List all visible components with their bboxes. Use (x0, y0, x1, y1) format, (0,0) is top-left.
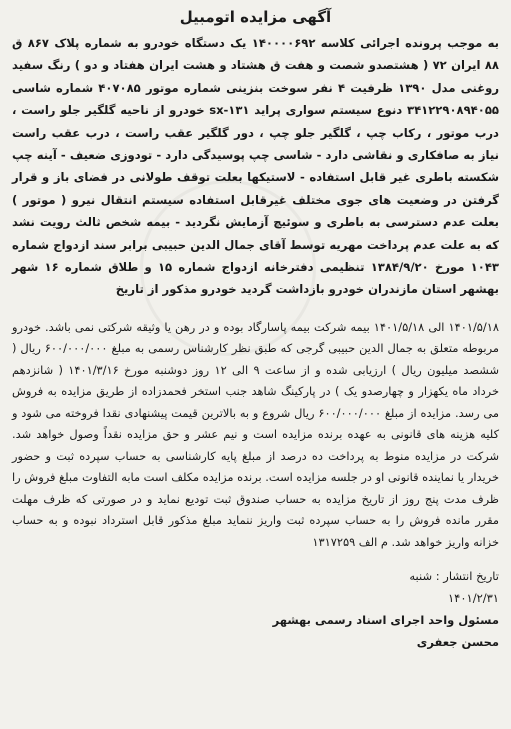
notice-footer (12, 565, 499, 653)
notice-paragraph-1: به موجب پرونده اجرائی کلاسه ۱۴۰۰۰۰۶۹۲ یک دستگاه خودرو به شماره پلاک ۸۶۷ ق ۸۸ ایران ۷۲ ( هشتصدو شصت و هفت ق هشتاد و هشت ایران هفتاد و دو ) رنگ سفید روغنی مدل ۱۳۹۰ ظرفیت ۴ نفر سوخت بنزینی شماره موتور ۴۰۷۰۸۵ شماره شاسی ۳۴۱۲۲۹۰۸۹۴۰۵۵ دنوع سیستم سواری پراید ۱۳۱-sx خودرو از ناحیه گلگیر جلو راست ، درب موتور ، رکاب چپ ، گلگیر جلو چپ ، دور گلگیر عقب راست ، درب عقب راست نیاز به صافکاری و نقاشی دارد - شاسی چپ پوسیدگی دارد - تودوزی ضعیف - آینه چپ شکسته باطری غیر قابل استفاده - لاستیکها بعلت توقف طولانی در فضای باز و قرار گرفتن در وضعیت های جوی مختلف غیرقابل استفاده سیستم انتقال نیرو ( موتور ) بعلت عدم دسترسی به باطری و سوئیچ آزمایش نگردید - بیمه شخص ثالث رویت نشد که به علت عدم پرداخت مهریه توسط آقای جمال الدین حبیبی برابر سند ازدواج شماره ۱۰۴۳ مورخ ۱۳۸۴/۹/۲۰ تنظیمی دفترخانه ازدواج شماره ۱۵ و طلاق شماره ۱۶ شهر بهشهر استان مازندران خودرو بازداشت گردید خودرو مذکور از تاریخ (12, 36, 499, 297)
publish-date: ۱۴۰۱/۲/۳۱ (448, 591, 499, 606)
official-name: محسن جعفری (416, 635, 499, 650)
notice-title: آگهی مزایده اتومبیل (179, 8, 332, 26)
notice-paragraph-2: ۱۴۰۱/۵/۱۸ الی ۱۴۰۱/۵/۱۸ بیمه شرکت بیمه پاسارگاد بوده و در رهن یا وثیقه شرکتی نمی باشد. خودرو مربوطه متعلق به جمال الدین حبیبی گرجی که طبق نظر کارشناس رسمی به مبلغ ۶۰۰/۰۰۰/۰۰۰ ریال ( ششصد میلیون ریال ) ارزیابی شده و از ساعت ۹ الی ۱۲ روز دوشنبه مورخ ۱۴۰۱/۳/۱۶ ( شانزدهم خرداد ماه یکهزار و چهارصدو یک ) در پارکینگ شاهد جنب استخر فحمدزاده از طریق مزایده به فروش می رسد. مزایده از مبلغ ۶۰۰/۰۰۰/۰۰۰ ریال شروع و به بالاترین قیمت پیشنهادی نقدا فروخته می شود و کلیه هزینه های قانونی به عهده برنده مزایده است و نیم عشر و حق مزایده نقداً وصول خواهد شد. شرکت در مزایده منوط به پرداخت ده درصد از مبلغ پایه کارشناسی به حساب سپرده ثبت و حضور خریدار یا نماینده قانونی او در جلسه مزایده است. برنده مزایده مکلف است مابه التفاوت مبلغ فروش را ظرف مدت پنج روز از تاریخ مزایده به حساب صندوق ثبت تودیع نماید و در صورتی که ظرف مهلت مقرر مانده فروش را به حساب سپرده ثبت واریز ننماید مبلغ مذکور قابل استرداد نبوده و به حساب خزانه واریز خواهد شد. م الف ۱۳۱۷۲۵۹ (12, 319, 500, 549)
publish-date-label: تاریخ انتشار : شنبه (409, 569, 499, 584)
official-title: مسئول واحد اجرای اسناد رسمی بهشهر (272, 613, 499, 628)
